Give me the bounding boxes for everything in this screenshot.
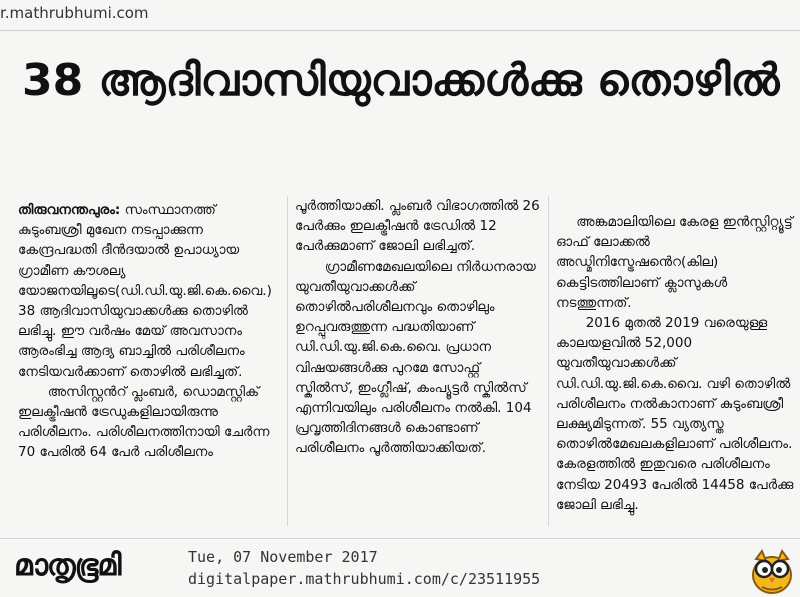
top-url: r.mathrubhumi.com	[0, 4, 149, 22]
article-column-2	[295, 196, 540, 459]
article-column-1	[18, 200, 276, 463]
paragraph-6: 2016 മുതൽ 2019 വരെയുള്ള കാലയളവിൽ 52,000 യുവതീയുവാക്കൾക്ക് ഡി.ഡി.യു.ജി.കെ.വൈ. വഴി തൊഴിൽ പരിശീലനം നൽകാനാണ് കുടുംബശ്രീ ലക്ഷ്യമിടുന്നത്. 55 വ്യത്യസ്ത തൊഴിൽമേഖലകളിലാണ് പരിശീലനം. കേരളത്തിൽ ഇതുവരെ പരിശീലനം നേടിയ 20493 പേരിൽ 14458 പേർക്കു ജോലി ലഭിച്ചു.	[556, 315, 794, 513]
publish-date: Tue, 07 November 2017	[188, 548, 378, 566]
dateline: തിരുവനന്തപുരം:	[18, 202, 121, 218]
article-column-3	[556, 212, 796, 515]
paragraph-2: അസിസ്റ്റൻറ് പ്ലംബർ, ഡൊമസ്റ്റിക് ഇലക്ട്രീഷൻ ട്രേഡുകളിലായിരുന്നു പരിശീലനം. പരിശീലനത്തിനായി ചേർന്ന 70 പേരിൽ 64 പേർ പരിശീലനം	[18, 383, 270, 461]
owl-icon	[748, 545, 796, 595]
paragraph-5: അങ്കമാലിയിലെ കേരള ഇൻസ്റ്റിറ്റ്യൂട്ട് ഓഫ് ലോക്കൽ അഡ്മിനിസ്ട്രേഷൻെറ(കില) കെട്ടിടത്തിലാണ് ക്ലാസുകൾ നടത്തുന്നത്.	[556, 214, 793, 311]
column-divider	[548, 196, 549, 526]
article-link[interactable]: digitalpaper.mathrubhumi.com/c/23511955	[188, 570, 541, 588]
column-divider	[287, 196, 288, 526]
mathrubhumi-logo: മാതൃഭൂമി	[14, 548, 121, 583]
footer-divider	[0, 538, 800, 539]
headline: 38 ആദിവാസിയുവാക്കൾക്കു തൊഴിൽ	[22, 55, 780, 106]
top-divider	[0, 30, 800, 31]
paragraph-3: പൂർത്തിയാക്കി. പ്ലംബർ വിഭാഗത്തിൽ 26 പേർക്കും ഇലക്ട്രീഷൻ ട്രേഡിൽ 12 പേർക്കുമാണ് ജോലി ലഭിച്ചത്.	[295, 198, 540, 255]
paragraph-4: ഗ്രാമീണമേഖലയിലെ നിർധനരായ യുവതീയുവാക്കൾക്ക് തൊഴിൽപരിശീലനവും തൊഴിലും ഉറപ്പുവരുത്തുന്ന പദ്ധതിയാണ് ഡി.ഡി.യു.ജി.കെ.വൈ. പ്രധാന വിഷയങ്ങൾക്കു പുറമേ സോഫ്റ്റ് സ്കിൽസ്, ഇംഗ്ലീഷ്, കംപ്യൂട്ടർ സ്കിൽസ് എന്നിവയിലും പരിശീലനം നൽകി. 104 പ്രവൃത്തിദിനങ്ങൾ കൊണ്ടാണ് പരിശീലനം പൂർത്തിയാക്കിയത്.	[295, 258, 536, 457]
paragraph-1: തിരുവനന്തപുരം: സംസ്ഥാനത്ത് കുടുംബശ്രീ മുഖേന നടപ്പാക്കുന്ന കേന്ദ്രപദ്ധതി ദീൻദയാൽ ഉപാധ്യായ ഗ്രാമീണ കൗശല്യ യോജനയിലൂടെ(ഡി.ഡി.യു.ജി.കെ.വൈ.) 38 ആദിവാസിയുവാക്കൾക്കു തൊഴിൽ ലഭിച്ചു. ഈ വർഷം മേയ് അവസാനം ആരംഭിച്ച ആദ്യ ബാച്ചിൽ പരിശീലനം നേടിയവർക്കാണ് തൊഴിൽ ലഭിച്ചത്.	[18, 202, 272, 380]
